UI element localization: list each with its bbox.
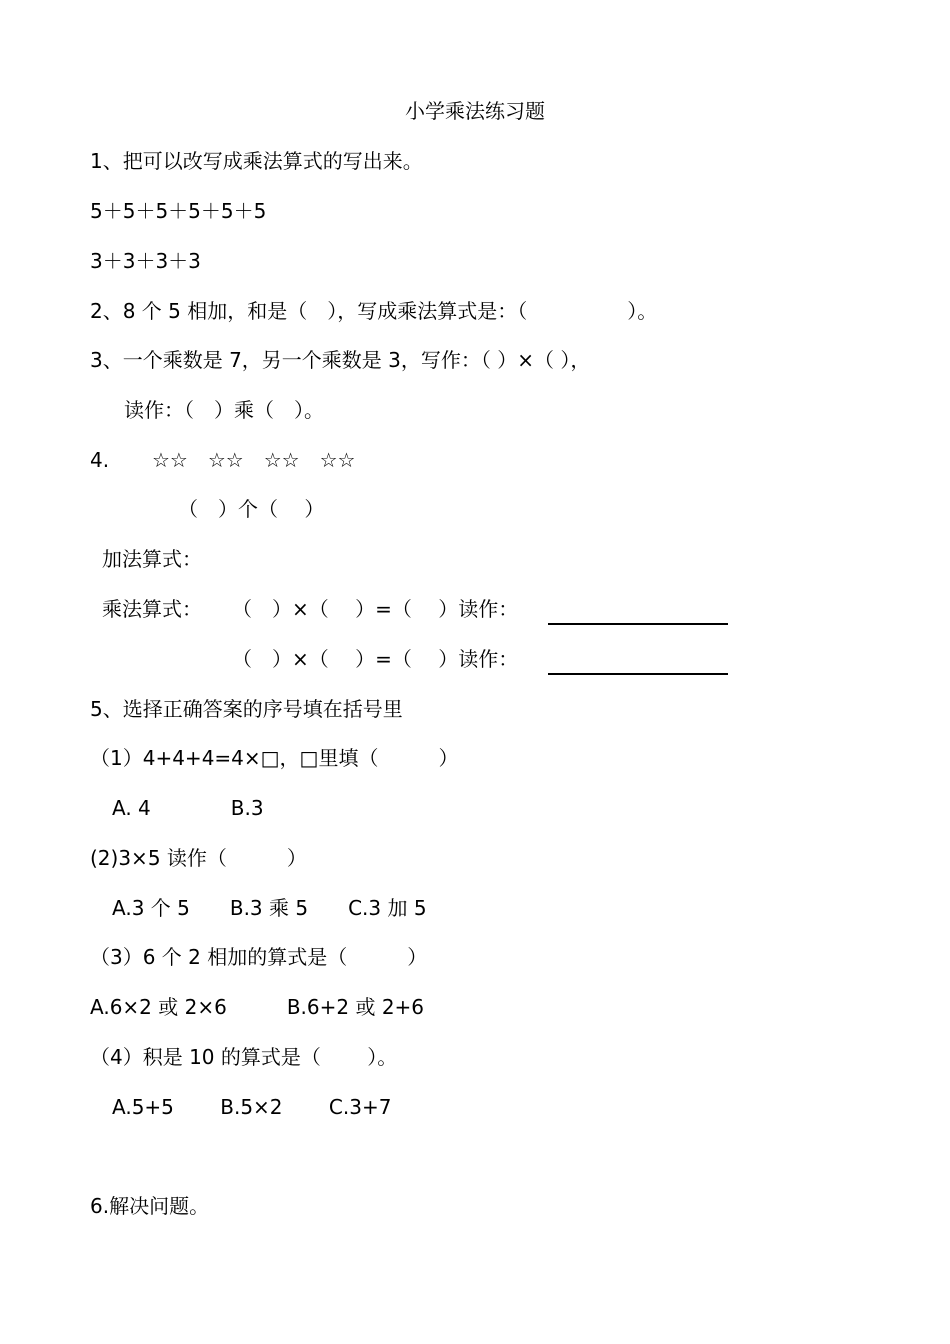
question-5-4: （4）积是 10 的算式是（ ）。 [90,1045,398,1069]
question-5-4-options: A.5+5 B.5×2 C.3+7 [112,1095,392,1119]
answer-line-2 [548,673,728,675]
question-5-2: (2)3×5 读作（ ） [90,846,307,870]
question-5-prompt: 5、选择正确答案的序号填在括号里 [90,697,403,721]
multiplication-expr-2: （ ）×（ ）=（ ）读作： [232,647,519,671]
multiplication-expr-1: （ ）×（ ）=（ ）读作： [232,597,519,621]
question-5-3-options: A.6×2 或 2×6 B.6+2 或 2+6 [90,995,425,1019]
question-4-label: 4. [90,448,110,472]
question-2: 2、8 个 5 相加，和是（ ），写成乘法算式是：（ ）。 [90,299,658,323]
question-4-count-line: （ ）个（ ） [178,497,325,521]
question-5-3: （3）6 个 2 相加的算式是（ ） [90,945,428,969]
question-1-item-1: 5＋5＋5＋5＋5＋5 [90,199,267,223]
question-6: 6.解决问题。 [90,1194,210,1218]
multiplication-label: 乘法算式： [102,597,202,621]
question-1-item-2: 3＋3＋3＋3 [90,249,201,273]
page-title: 小学乘法练习题 [405,99,545,123]
question-5-1: （1）4+4+4=4×□，□里填（ ） [90,746,459,770]
question-3-line-2: 读作：（ ）乘（ ）。 [124,398,324,422]
star-icons: ☆☆ ☆☆ ☆☆ ☆☆ [152,448,356,472]
question-5-1-options: A. 4 B.3 [112,796,264,820]
question-3-line-1: 3、一个乘数是 7，另一个乘数是 3，写作：（ ）×（ ）， [90,348,591,372]
addition-label: 加法算式： [102,547,202,571]
question-1-prompt: 1、把可以改写成乘法算式的写出来。 [90,149,423,173]
question-5-2-options: A.3 个 5 B.3 乘 5 C.3 加 5 [112,896,427,920]
answer-line-1 [548,623,728,625]
